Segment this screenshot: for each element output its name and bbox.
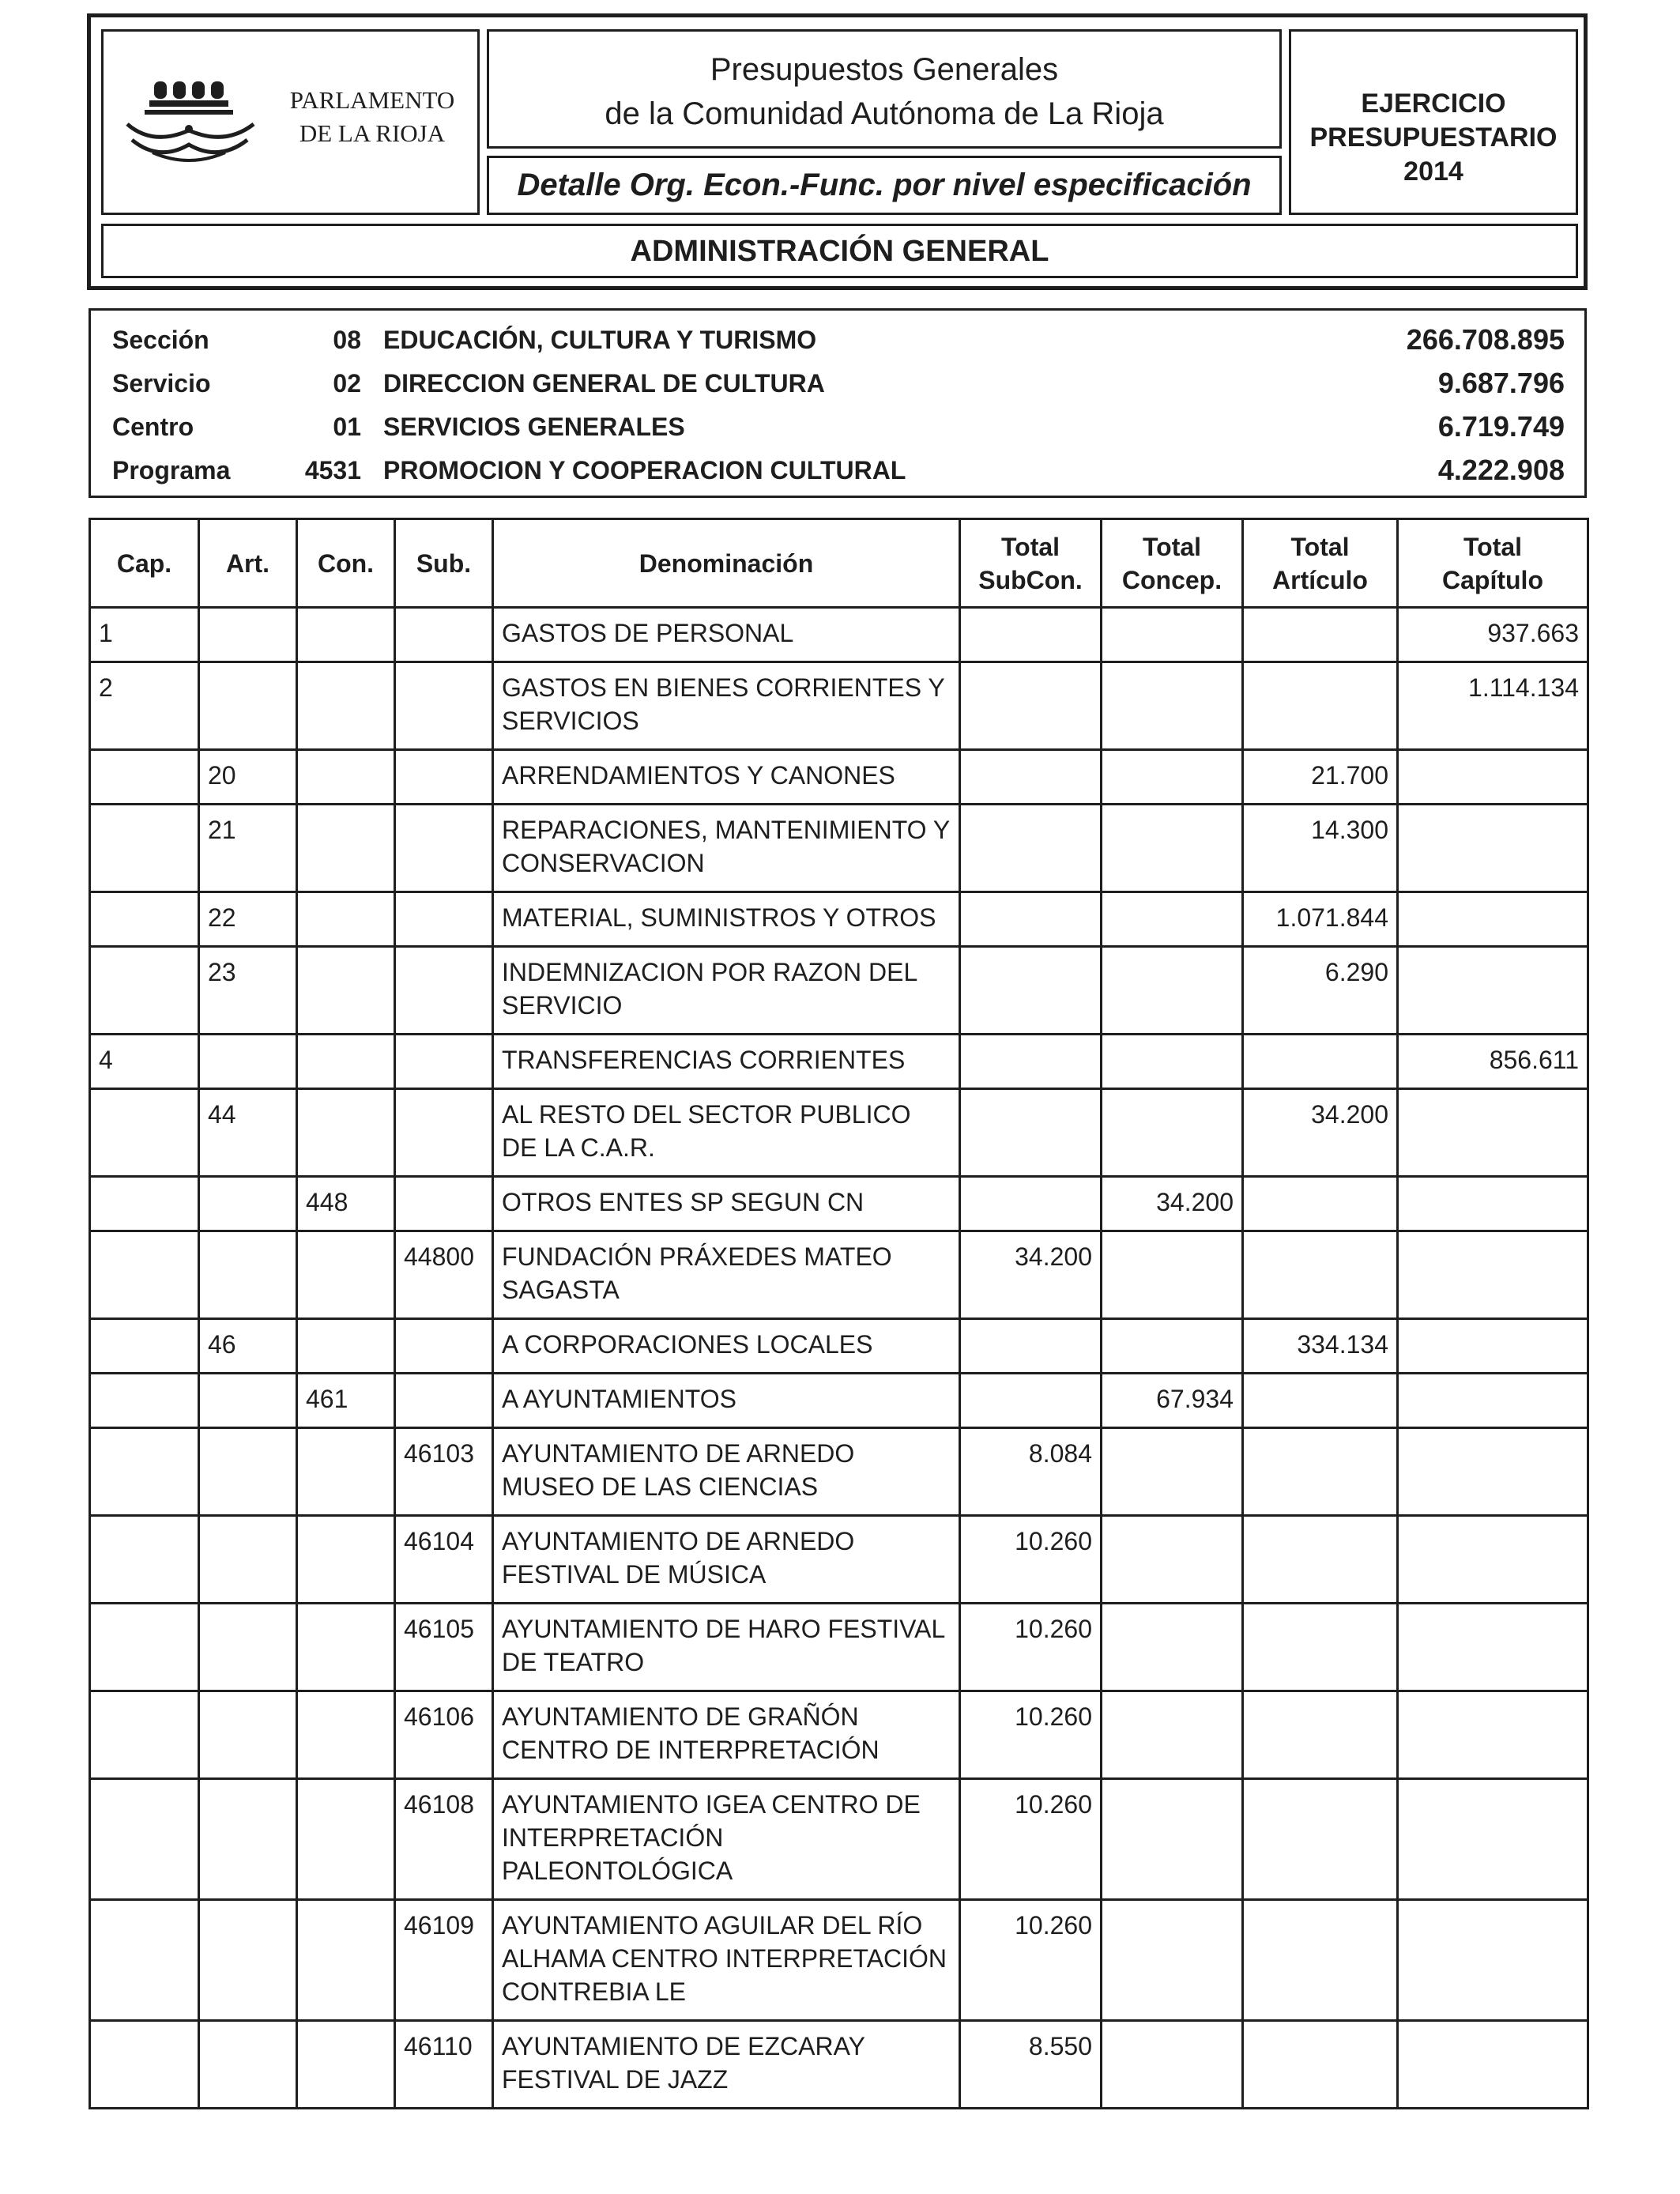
cell-denominacion: AYUNTAMIENTO DE GRAÑÓN CENTRO DE INTERPRETACIÓN [493, 1691, 960, 1779]
cell-cap [90, 805, 199, 892]
cell-total-articulo: 334.134 [1243, 1319, 1398, 1374]
cell-art [199, 1035, 297, 1089]
administration-title: ADMINISTRACIÓN GENERAL [101, 224, 1578, 278]
cell-cap [90, 750, 199, 805]
cell-total-capitulo [1398, 1691, 1588, 1779]
cell-sub: 46106 [395, 1691, 493, 1779]
cell-con [297, 1516, 395, 1604]
table-row [90, 1089, 1588, 1177]
cell-total-subcon [960, 947, 1102, 1035]
cell-total-concep [1102, 1516, 1243, 1604]
table-header-row [90, 519, 1588, 608]
cell-cap: 4 [90, 1035, 199, 1089]
classification-code: 02 [333, 369, 361, 398]
cell-cap [90, 892, 199, 947]
classification-label: Programa [112, 456, 231, 484]
cell-con [297, 1319, 395, 1374]
cell-sub [395, 892, 493, 947]
cell-total-articulo [1243, 2021, 1398, 2109]
cell-total-concep: 67.934 [1102, 1374, 1243, 1428]
cell-total-concep [1102, 892, 1243, 947]
cell-total-capitulo [1398, 947, 1588, 1035]
cell-con [297, 608, 395, 662]
cell-con [297, 1691, 395, 1779]
cell-con [297, 892, 395, 947]
cell-total-concep [1102, 947, 1243, 1035]
table-row [90, 608, 1588, 662]
header-sub: Sub. [395, 519, 493, 608]
cell-total-capitulo [1398, 1516, 1588, 1604]
cell-total-subcon: 10.260 [960, 1691, 1102, 1779]
cell-denominacion: ARRENDAMIENTOS Y CANONES [493, 750, 960, 805]
cell-sub [395, 662, 493, 750]
cell-art [199, 1177, 297, 1231]
cell-total-articulo [1243, 1374, 1398, 1428]
table-row [90, 1516, 1588, 1604]
cell-art [199, 1428, 297, 1516]
header-total-concep [1102, 519, 1243, 608]
cell-total-concep [1102, 1691, 1243, 1779]
cell-con [297, 1231, 395, 1319]
cell-total-capitulo: 856.611 [1398, 1035, 1588, 1089]
cell-total-subcon [960, 1177, 1102, 1231]
cell-total-concep [1102, 1900, 1243, 2021]
cell-sub [395, 750, 493, 805]
cell-con [297, 947, 395, 1035]
cell-con [297, 805, 395, 892]
cell-sub: 46110 [395, 2021, 493, 2109]
cell-total-subcon [960, 750, 1102, 805]
cell-total-capitulo [1398, 1177, 1588, 1231]
table-row [90, 1900, 1588, 2021]
parliament-name-line2: DE LA RIOJA [299, 119, 446, 147]
cell-sub: 46103 [395, 1428, 493, 1516]
classification-amount: 4.222.908 [1437, 454, 1565, 486]
cell-sub [395, 1035, 493, 1089]
cell-total-subcon: 8.550 [960, 2021, 1102, 2109]
cell-total-articulo: 21.700 [1243, 750, 1398, 805]
classification-description: SERVICIOS GENERALES [383, 413, 685, 441]
classification-row-servicio [91, 365, 1584, 401]
cell-total-concep: 34.200 [1102, 1177, 1243, 1231]
header-total-articulo [1243, 519, 1398, 608]
cell-cap: 1 [90, 608, 199, 662]
cell-cap [90, 1900, 199, 2021]
classification-label: Centro [112, 413, 194, 441]
cell-art [199, 1604, 297, 1691]
parliament-logo-box [101, 29, 480, 215]
table-row [90, 805, 1588, 892]
header-total-capitulo-line2: Capítulo [1442, 565, 1543, 594]
cell-total-subcon [960, 892, 1102, 947]
table-row [90, 1231, 1588, 1319]
header-total-articulo-line2: Artículo [1272, 565, 1368, 594]
cell-total-articulo [1243, 662, 1398, 750]
header-art: Art. [199, 519, 297, 608]
cell-denominacion: INDEMNIZACION POR RAZON DEL SERVICIO [493, 947, 960, 1035]
classification-code: 01 [333, 413, 361, 441]
cell-denominacion: GASTOS EN BIENES CORRIENTES Y SERVICIOS [493, 662, 960, 750]
cell-art [199, 1779, 297, 1900]
cell-art [199, 1900, 297, 2021]
cell-denominacion: MATERIAL, SUMINISTROS Y OTROS [493, 892, 960, 947]
classification-amount: 6.719.749 [1437, 410, 1565, 443]
cell-total-capitulo [1398, 1319, 1588, 1374]
cell-total-capitulo [1398, 2021, 1588, 2109]
cell-total-articulo [1243, 1604, 1398, 1691]
cell-cap [90, 1516, 199, 1604]
document-subtitle: Detalle Org. Econ.-Func. por nivel especificación [487, 156, 1282, 215]
cell-total-capitulo [1398, 1779, 1588, 1900]
cell-total-subcon [960, 805, 1102, 892]
header-total-subcon-line2: SubCon. [978, 565, 1083, 594]
cell-total-capitulo [1398, 1428, 1588, 1516]
classification-row-centro [91, 409, 1584, 445]
cell-total-subcon: 10.260 [960, 1900, 1102, 2021]
classification-label: Sección [112, 326, 209, 354]
cell-total-articulo [1243, 1691, 1398, 1779]
cell-total-capitulo [1398, 892, 1588, 947]
cell-total-capitulo [1398, 1231, 1588, 1319]
classification-amount: 9.687.796 [1437, 367, 1565, 399]
cell-total-concep [1102, 1231, 1243, 1319]
cell-total-concep [1102, 1779, 1243, 1900]
cell-art [199, 608, 297, 662]
cell-con [297, 1604, 395, 1691]
table-row [90, 1319, 1588, 1374]
table-row [90, 1779, 1588, 1900]
cell-con [297, 750, 395, 805]
classification-description: DIRECCION GENERAL DE CULTURA [383, 369, 825, 398]
cell-total-subcon: 10.260 [960, 1516, 1102, 1604]
header-denominacion: Denominación [493, 519, 960, 608]
cell-total-capitulo [1398, 750, 1588, 805]
cell-total-articulo: 14.300 [1243, 805, 1398, 892]
fiscal-year-line1: EJERCICIO [1361, 89, 1506, 119]
header-total-concep-line2: Concep. [1121, 565, 1222, 594]
table-row [90, 1691, 1588, 1779]
cell-total-articulo [1243, 1177, 1398, 1231]
cell-con: 448 [297, 1177, 395, 1231]
budget-table [89, 518, 1589, 2109]
fiscal-year-value: 2014 [1403, 156, 1463, 187]
cell-sub [395, 1319, 493, 1374]
cell-total-articulo: 1.071.844 [1243, 892, 1398, 947]
cell-sub: 46109 [395, 1900, 493, 2021]
cell-denominacion: FUNDACIÓN PRÁXEDES MATEO SAGASTA [493, 1231, 960, 1319]
cell-art: 22 [199, 892, 297, 947]
fiscal-year-box [1289, 29, 1578, 215]
cell-con [297, 2021, 395, 2109]
cell-total-concep [1102, 608, 1243, 662]
cell-denominacion: AYUNTAMIENTO DE ARNEDO FESTIVAL DE MÚSICA [493, 1516, 960, 1604]
fiscal-year-line2: PRESUPUESTARIO [1309, 123, 1558, 153]
cell-cap [90, 947, 199, 1035]
document-title [487, 29, 1282, 149]
classification-code: 08 [333, 326, 361, 354]
header-total-subcon-line1: Total [1000, 532, 1060, 561]
cell-total-concep [1102, 750, 1243, 805]
cell-total-subcon [960, 1089, 1102, 1177]
document-header [87, 13, 1588, 290]
table-row [90, 662, 1588, 750]
classification-row-programa [91, 452, 1584, 488]
table-row [90, 2021, 1588, 2109]
cell-total-concep [1102, 1428, 1243, 1516]
cell-total-articulo [1243, 1231, 1398, 1319]
cell-denominacion: REPARACIONES, MANTENIMIENTO Y CONSERVACION [493, 805, 960, 892]
cell-sub: 46108 [395, 1779, 493, 1900]
cell-total-subcon [960, 1035, 1102, 1089]
cell-sub [395, 1089, 493, 1177]
cell-total-concep [1102, 1604, 1243, 1691]
table-row [90, 1428, 1588, 1516]
classification-description: PROMOCION Y COOPERACION CULTURAL [383, 456, 906, 484]
header-total-capitulo-line1: Total [1463, 532, 1523, 561]
table-row [90, 892, 1588, 947]
cell-art [199, 1231, 297, 1319]
cell-total-capitulo [1398, 1089, 1588, 1177]
cell-denominacion: AL RESTO DEL SECTOR PUBLICO DE LA C.A.R. [493, 1089, 960, 1177]
table-row [90, 947, 1588, 1035]
cell-cap [90, 1231, 199, 1319]
cell-sub: 46105 [395, 1604, 493, 1691]
cell-art: 44 [199, 1089, 297, 1177]
cell-total-concep [1102, 2021, 1243, 2109]
cell-art [199, 2021, 297, 2109]
cell-denominacion: AYUNTAMIENTO AGUILAR DEL RÍO ALHAMA CENTRO INTERPRETACIÓN CONTREBIA LE [493, 1900, 960, 2021]
cell-cap [90, 1089, 199, 1177]
cell-total-subcon: 8.084 [960, 1428, 1102, 1516]
cell-cap: 2 [90, 662, 199, 750]
cell-con: 461 [297, 1374, 395, 1428]
cell-total-capitulo [1398, 1374, 1588, 1428]
cell-con [297, 1900, 395, 2021]
header-total-concep-line1: Total [1142, 532, 1202, 561]
cell-total-articulo [1243, 1779, 1398, 1900]
header-cap: Cap. [90, 519, 199, 608]
cell-total-capitulo: 1.114.134 [1398, 662, 1588, 750]
title-line2: de la Comunidad Autónoma de La Rioja [605, 96, 1164, 131]
parliament-name [269, 84, 475, 150]
classification-label: Servicio [112, 369, 211, 398]
cell-sub [395, 608, 493, 662]
cell-con [297, 1089, 395, 1177]
cell-total-articulo: 34.200 [1243, 1089, 1398, 1177]
cell-denominacion: AYUNTAMIENTO DE ARNEDO MUSEO DE LAS CIENCIAS [493, 1428, 960, 1516]
cell-total-subcon [960, 608, 1102, 662]
header-total-subcon [960, 519, 1102, 608]
cell-total-concep [1102, 662, 1243, 750]
cell-art [199, 662, 297, 750]
parliament-emblem-icon [121, 67, 263, 170]
cell-cap [90, 1604, 199, 1691]
table-row [90, 1604, 1588, 1691]
cell-denominacion: GASTOS DE PERSONAL [493, 608, 960, 662]
cell-total-concep [1102, 1035, 1243, 1089]
cell-cap [90, 1779, 199, 1900]
cell-total-articulo: 6.290 [1243, 947, 1398, 1035]
cell-total-subcon [960, 662, 1102, 750]
cell-con [297, 1428, 395, 1516]
cell-denominacion: AYUNTAMIENTO IGEA CENTRO DE INTERPRETACIÓN PALEONTOLÓGICA [493, 1779, 960, 1900]
cell-art [199, 1516, 297, 1604]
cell-denominacion: A CORPORACIONES LOCALES [493, 1319, 960, 1374]
cell-denominacion: OTROS ENTES SP SEGUN CN [493, 1177, 960, 1231]
cell-total-subcon [960, 1319, 1102, 1374]
cell-cap [90, 1374, 199, 1428]
classification-row-seccion [91, 322, 1584, 358]
table-row [90, 750, 1588, 805]
cell-art: 21 [199, 805, 297, 892]
cell-total-subcon: 10.260 [960, 1779, 1102, 1900]
cell-denominacion: AYUNTAMIENTO DE EZCARAY FESTIVAL DE JAZZ [493, 2021, 960, 2109]
cell-cap [90, 1177, 199, 1231]
cell-total-subcon [960, 1374, 1102, 1428]
table-row [90, 1374, 1588, 1428]
classification-description: EDUCACIÓN, CULTURA Y TURISMO [383, 326, 817, 354]
cell-denominacion: TRANSFERENCIAS CORRIENTES [493, 1035, 960, 1089]
cell-art: 46 [199, 1319, 297, 1374]
cell-denominacion: A AYUNTAMIENTOS [493, 1374, 960, 1428]
cell-con [297, 1035, 395, 1089]
header-con: Con. [297, 519, 395, 608]
cell-art [199, 1374, 297, 1428]
cell-sub [395, 1177, 493, 1231]
cell-total-capitulo [1398, 1900, 1588, 2021]
budget-classification [89, 308, 1587, 498]
cell-art: 23 [199, 947, 297, 1035]
cell-total-articulo [1243, 608, 1398, 662]
cell-art: 20 [199, 750, 297, 805]
title-line1: Presupuestos Generales [710, 52, 1059, 87]
cell-total-subcon: 10.260 [960, 1604, 1102, 1691]
header-total-capitulo [1398, 519, 1588, 608]
table-row [90, 1177, 1588, 1231]
cell-sub [395, 805, 493, 892]
cell-total-articulo [1243, 1900, 1398, 2021]
header-total-articulo-line1: Total [1290, 532, 1350, 561]
cell-cap [90, 1428, 199, 1516]
classification-code: 4531 [304, 456, 361, 484]
cell-cap [90, 1319, 199, 1374]
parliament-name-line1: PARLAMENTO [289, 86, 455, 114]
budget-table-body [90, 608, 1588, 2109]
cell-con [297, 1779, 395, 1900]
cell-total-articulo [1243, 1035, 1398, 1089]
cell-total-capitulo [1398, 805, 1588, 892]
cell-art [199, 1691, 297, 1779]
cell-total-articulo [1243, 1428, 1398, 1516]
cell-total-capitulo: 937.663 [1398, 608, 1588, 662]
cell-denominacion: AYUNTAMIENTO DE HARO FESTIVAL DE TEATRO [493, 1604, 960, 1691]
cell-total-concep [1102, 805, 1243, 892]
classification-amount: 266.708.895 [1406, 323, 1565, 356]
cell-total-capitulo [1398, 1604, 1588, 1691]
cell-total-subcon: 34.200 [960, 1231, 1102, 1319]
cell-sub [395, 947, 493, 1035]
cell-total-concep [1102, 1319, 1243, 1374]
cell-cap [90, 2021, 199, 2109]
table-row [90, 1035, 1588, 1089]
cell-total-articulo [1243, 1516, 1398, 1604]
cell-sub: 44800 [395, 1231, 493, 1319]
cell-cap [90, 1691, 199, 1779]
cell-sub: 46104 [395, 1516, 493, 1604]
cell-sub [395, 1374, 493, 1428]
cell-total-concep [1102, 1089, 1243, 1177]
cell-con [297, 662, 395, 750]
